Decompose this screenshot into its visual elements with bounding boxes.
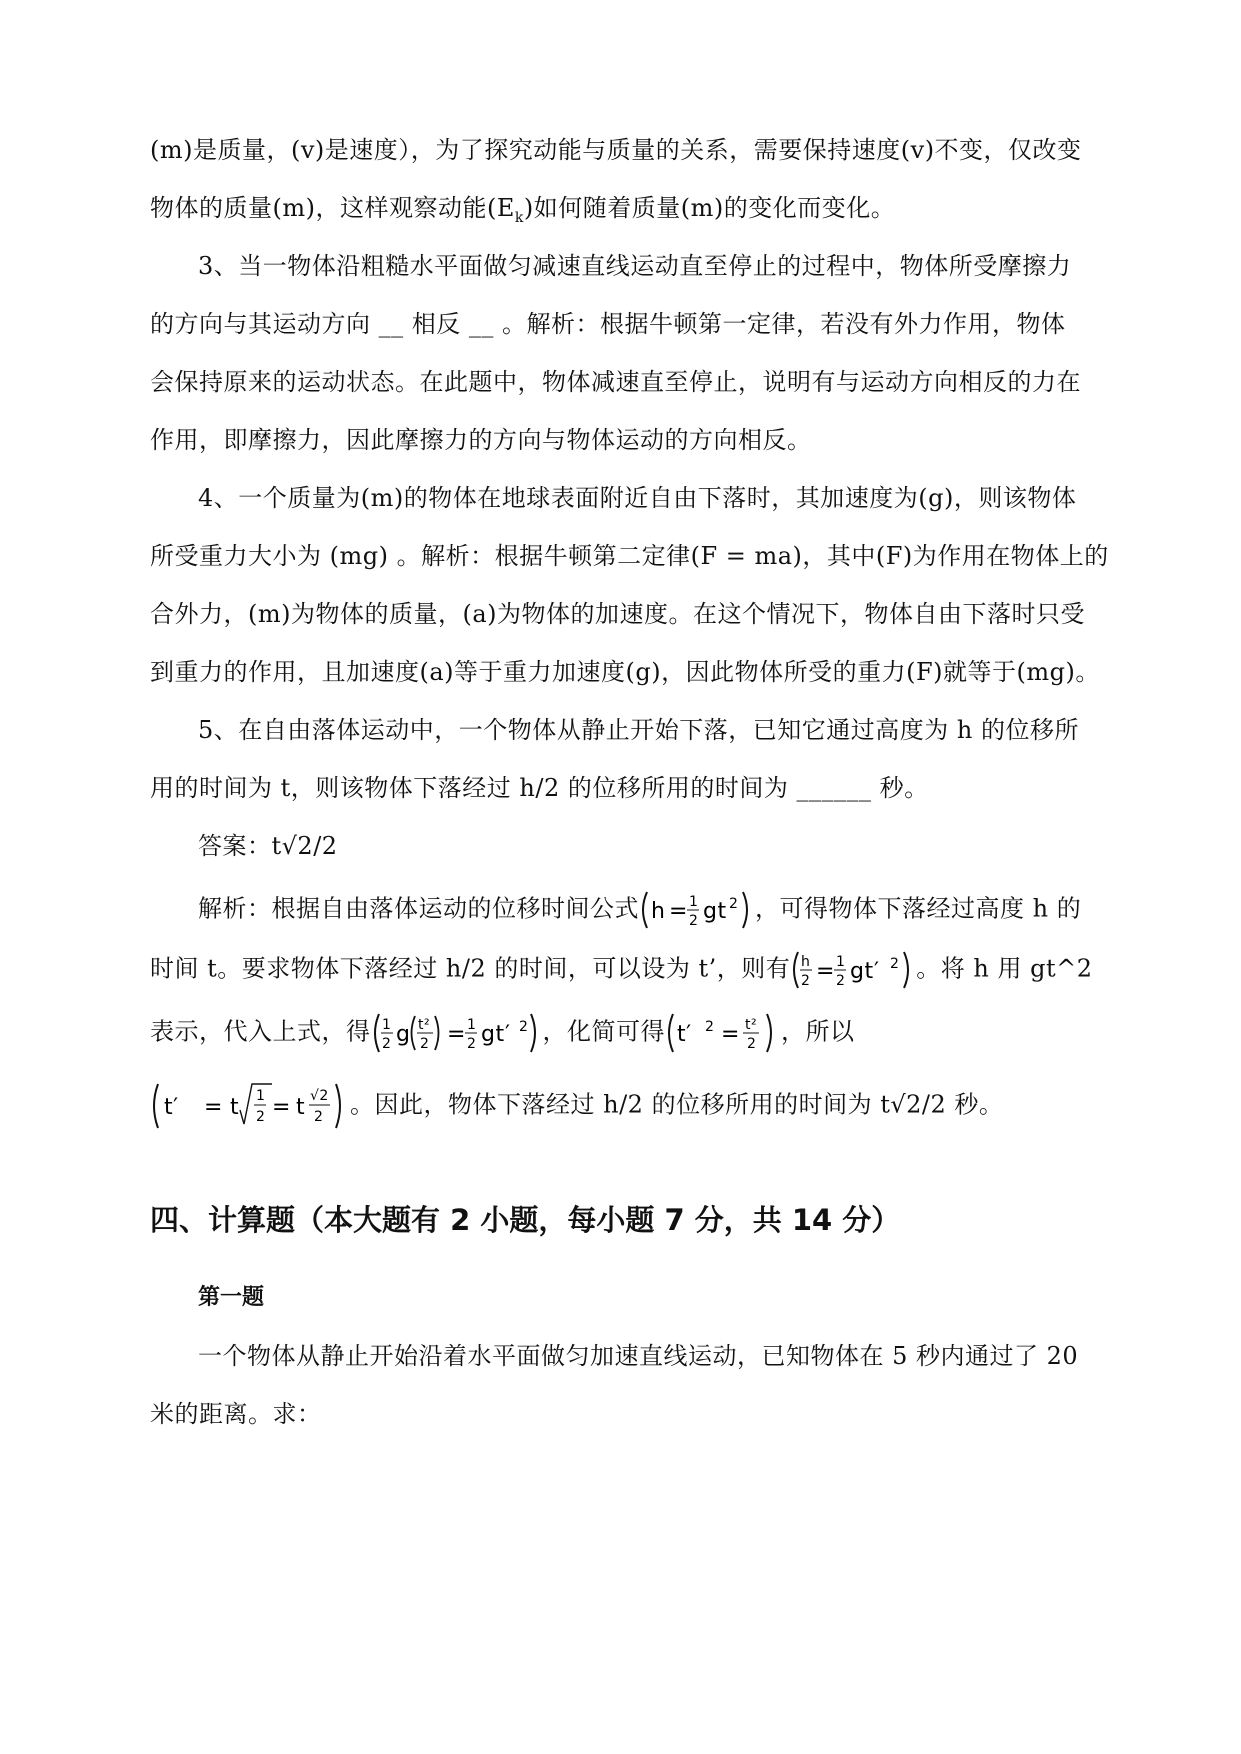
formula-text: 2 — [381, 1036, 391, 1052]
svg-text:′: ′ — [504, 1022, 510, 1047]
formula-text: 1 — [466, 1017, 476, 1033]
formula-text: 1 — [836, 954, 846, 970]
text-fragment: 物体的质量(m)，这样观察动能(E — [150, 194, 515, 222]
formula-text: 1 — [689, 894, 699, 910]
explanation-line — [150, 948, 1092, 992]
formula-text: 1 — [381, 1017, 391, 1033]
explanation-line — [198, 888, 1081, 932]
problem-line: 一个物体从静止开始沿着水平面做匀加速直线运动，已知物体在 5 秒内通过了 20 — [198, 1342, 1079, 1370]
formula-text: g — [395, 1022, 410, 1047]
section-heading: 四、计算题（本大题有 2 小题，每小题 7 分，共 14 分） — [150, 1203, 901, 1237]
formula-text: t — [296, 1095, 306, 1120]
explanation-line — [150, 1080, 1003, 1132]
para-line — [150, 192, 895, 234]
text-fragment: 表示，代入上式，得 — [150, 1017, 371, 1046]
formula-text: 2 — [801, 973, 811, 989]
formula-text: 2 — [256, 1109, 266, 1125]
formula-text: h — [651, 899, 666, 924]
formula-tprime-result — [150, 1080, 350, 1132]
text-fragment: ，所以 — [781, 1017, 855, 1046]
para-line: (m)是质量，(v)是速度），为了探究动能与质量的关系，需要保持速度(v)不变，仅改变 — [150, 136, 1082, 164]
text-fragment: 。因此，物体下落经过 h/2 的位移所用的时间为 t√2/2 秒。 — [350, 1090, 1004, 1119]
subscript: k — [514, 209, 524, 226]
formula-text: 2 — [747, 1036, 757, 1052]
formula-text: 2 — [729, 896, 739, 912]
formula-text: = — [816, 959, 836, 984]
formula-text: gt — [480, 1022, 505, 1047]
problem-line: 米的距离。求： — [150, 1400, 322, 1428]
formula-text: √2 — [310, 1088, 329, 1104]
question-5-line: 5、在自由落体运动中，一个物体从静止开始下落，已知它通过高度为 h 的位移所 — [198, 716, 1079, 744]
formula-text: h — [801, 954, 811, 970]
svg-text:′: ′ — [874, 959, 880, 984]
formula-text: 1 — [256, 1088, 266, 1104]
formula-text: 2 — [466, 1036, 476, 1052]
formula-text: gt — [850, 959, 874, 984]
text-fragment: 解析：根据自由落体运动的位移时间公式 — [198, 894, 639, 923]
formula-h-half-gt-prime — [790, 948, 916, 992]
formula-text: gt — [703, 899, 727, 924]
formula-text: 2 — [689, 913, 699, 929]
question-3-line: 的方向与其运动方向 __ 相反 __ 。解析：根据牛顿第一定律，若没有外力作用，物体 — [150, 310, 1066, 338]
text-fragment: 时间 t。要求物体下落经过 h/2 的时间，可以设为 t’，则有 — [150, 954, 791, 983]
text-fragment: 。将 h 用 gt^2 — [916, 954, 1093, 983]
formula-text: = — [272, 1095, 291, 1120]
answer-line: 答案：t√2/2 — [198, 832, 338, 860]
question-4-line: 到重力的作用，且加速度(a)等于重力加速度(g)，因此物体所受的重力(F)就等于(mg)。 — [150, 658, 1100, 686]
formula-text: = — [446, 1022, 466, 1047]
formula-text: 2 — [890, 956, 900, 972]
formula-tprime-squared — [665, 1010, 781, 1056]
subsection-title: 第一题 — [198, 1285, 265, 1310]
formula-text: 2 — [314, 1109, 324, 1125]
formula-text: t′ — [164, 1095, 179, 1120]
formula-substitution — [371, 1010, 543, 1056]
text-fragment: ，可得物体下落经过高度 h 的 — [755, 894, 1082, 923]
formula-text: = — [721, 1022, 740, 1047]
formula-text: = — [669, 899, 688, 924]
formula-text: t² — [417, 1017, 430, 1033]
formula-text: 2 — [836, 973, 846, 989]
formula-text: 2 — [419, 1036, 429, 1052]
formula-text: = — [204, 1095, 223, 1120]
formula-h-half-gt2 — [639, 888, 755, 932]
question-4-line: 合外力，(m)为物体的质量，(a)为物体的加速度。在这个情况下，物体自由下落时只受 — [150, 600, 1086, 628]
text-fragment: )如何随着质量(m)的变化而变化。 — [523, 194, 896, 222]
question-4-line: 所受重力大小为 (mg) 。解析：根据牛顿第二定律(F = ma)，其中(F)为作用在物体上的 — [150, 542, 1109, 570]
formula-text: t — [230, 1095, 240, 1120]
question-3-line: 会保持原来的运动状态。在此题中，物体减速直至停止，说明有与运动方向相反的力在 — [150, 368, 1081, 396]
explanation-line — [150, 1010, 855, 1056]
formula-text: 2 — [705, 1019, 715, 1035]
question-5-line: 用的时间为 t，则该物体下落经过 h/2 的位移所用的时间为 ______ 秒。 — [150, 774, 929, 802]
formula-text: t′ — [677, 1022, 692, 1047]
question-3-line: 作用，即摩擦力，因此摩擦力的方向与物体运动的方向相反。 — [150, 426, 812, 454]
question-3-line: 3、当一物体沿粗糙水平面做匀减速直线运动直至停止的过程中，物体所受摩擦力 — [198, 252, 1072, 280]
formula-text: t² — [745, 1017, 758, 1033]
formula-text: 2 — [518, 1019, 528, 1035]
question-4-line: 4、一个质量为(m)的物体在地球表面附近自由下落时，其加速度为(g)，则该物体 — [198, 484, 1077, 512]
text-fragment: ，化简可得 — [542, 1017, 665, 1046]
